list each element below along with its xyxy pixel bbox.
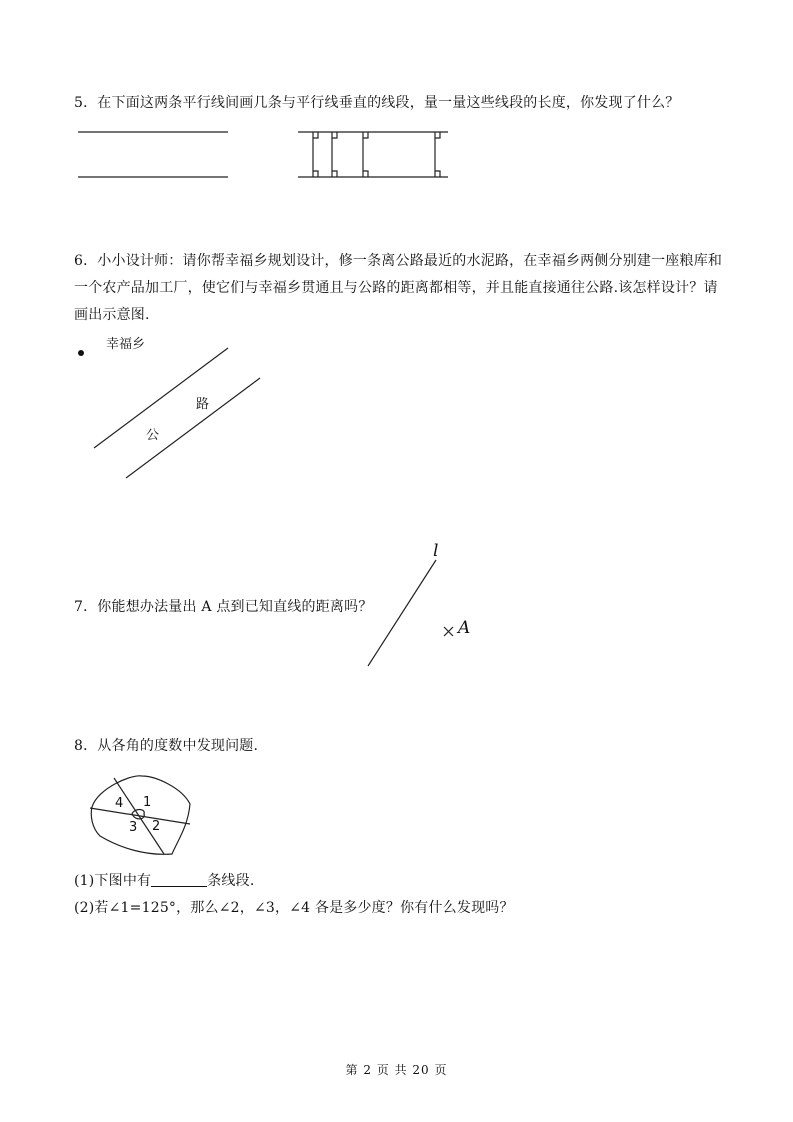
question-8-text: 8．从各角的度数中发现问题.	[74, 738, 259, 754]
question-8-part-2: (2)若∠1=125°，那么∠2，∠3，∠4 各是多少度？你有什么发现吗？	[74, 900, 514, 916]
angle-label-2: 2	[152, 819, 161, 834]
page-footer: 第 2 页 共 20 页	[345, 1063, 448, 1077]
parallel-lines-perpendicular-figure	[296, 125, 456, 185]
line-segment-2	[90, 808, 190, 824]
question-7-text: 7．你能想办法量出 A 点到已知直线的距离吗？	[74, 599, 373, 615]
road-label-gong: 公	[146, 428, 160, 443]
village-road-figure	[70, 330, 290, 490]
question-6-text: 6．小小设计师：请你帮幸福乡规划设计，修一条离公路最近的水泥路，在幸福乡两侧分别建一座粮库和一个农产品加工厂，使它们与幸福乡贯通且与公路的距离都相等，并且能直接通往公路.该怎样设计？请画出示意图.	[74, 253, 723, 323]
road-label-lu: 路	[196, 397, 210, 412]
given-line-l	[368, 560, 436, 666]
angle-label-4: 4	[115, 796, 124, 811]
answer-blank[interactable]	[151, 872, 207, 887]
question-5-text: 5．在下面这两条平行线间画几条与平行线垂直的线段，量一量这些线段的长度，你发现了什么？	[74, 95, 680, 111]
question-8-part-1	[74, 868, 724, 895]
point-a-cross	[444, 627, 453, 636]
point-line-distance-figure	[360, 540, 490, 675]
line-label-l: l	[433, 541, 439, 561]
angle-label-3: 3	[129, 820, 138, 835]
outer-shape	[91, 776, 190, 854]
angle-label-1: 1	[143, 795, 152, 810]
parallel-lines-blank-figure	[76, 125, 236, 185]
village-point	[78, 350, 84, 356]
angles-ellipse-figure	[86, 770, 198, 862]
village-label: 幸福乡	[106, 337, 146, 352]
part-1-suffix: 条线段.	[207, 873, 255, 889]
point-label-a: A	[458, 618, 471, 638]
part-1-prefix: (1)下图中有	[74, 873, 152, 889]
